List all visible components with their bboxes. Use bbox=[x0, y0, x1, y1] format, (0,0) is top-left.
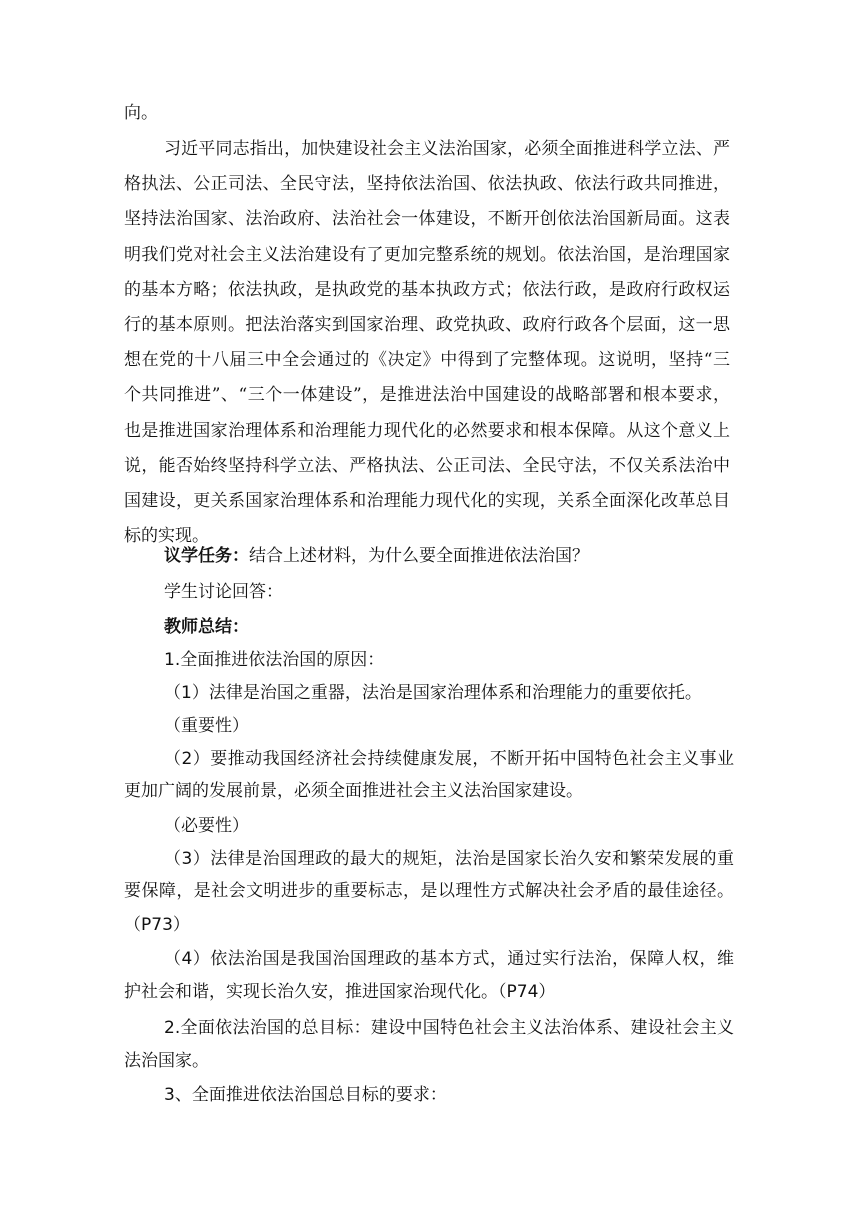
reason-2-line-2: 更加广阔的发展前景，必须全面推进社会主义法治国家建设。 bbox=[124, 781, 583, 801]
paragraph-line: 想在党的十八届三中全会通过的《决定》中得到了完整体现。这说明，坚持“三 bbox=[124, 350, 730, 371]
reason-1: （1）法律是治国之重器，法治是国家治理体系和治理能力的重要依托。 bbox=[164, 683, 702, 703]
reason-3-line-1: （3）法律是治国理政的最大的规矩，法治是国家长治久安和繁荣发展的重 bbox=[164, 849, 734, 869]
reason-2-note: （必要性） bbox=[164, 816, 249, 836]
section-heading-3: 3、全面推进依法治国总目标的要求： bbox=[164, 1085, 447, 1105]
paragraph-line: 习近平同志指出，加快建设社会主义法治国家，必须全面推进科学立法、严 bbox=[164, 139, 730, 159]
reason-4-line-2: 护社会和谐，实现长治久安，推进国家治现代化。（P74） bbox=[124, 982, 556, 1002]
section-heading-2-line-1: 2.全面依法治国的总目标：建设中国特色社会主义法治体系、建设社会主义 bbox=[164, 1018, 734, 1038]
paragraph-line: 格执法、公正司法、全民守法，坚持依法治国、依法执政、依法行政共同推进， bbox=[124, 174, 730, 195]
summary-label: 教师总结： bbox=[164, 617, 249, 637]
reason-2-line-1: （2）要推动我国经济社会持续健康发展，不断开拓中国特色社会主义事业 bbox=[164, 749, 734, 769]
reason-3-line-2: 要保障，是社会文明进步的重要标志，是以理性方式解决社会矛盾的最佳途径。 bbox=[124, 881, 734, 901]
quote-paragraph bbox=[124, 132, 730, 554]
discussion-label: 学生讨论回答： bbox=[164, 582, 283, 602]
paragraph-line: 行的基本原则。把法治落实到国家治理、政党执政、政府行政各个层面，这一思 bbox=[124, 314, 730, 335]
reason-1-note: （重要性） bbox=[164, 716, 249, 736]
reason-3-line-3: （P73） bbox=[124, 915, 190, 935]
section-heading-1: 1.全面推进依法治国的原因： bbox=[164, 650, 385, 670]
paragraph-line: 国建设，更关系国家治理体系和治理能力现代化的实现，关系全面深化改革总目 bbox=[124, 490, 730, 511]
paragraph-line: 个共同推进”、“三个一体建设”，是推进法治中国建设的战略部署和根本要求， bbox=[124, 385, 730, 406]
paragraph-line: 坚持法治国家、法治政府、法治社会一体建设，不断开创依法治国新局面。这表 bbox=[124, 209, 730, 230]
reason-4-line-1: （4）依法治国是我国治国理政的基本方式，通过实行法治，保障人权，维 bbox=[164, 949, 734, 969]
fragment-text: 向。 bbox=[124, 103, 158, 123]
task-label: 议学任务： bbox=[164, 546, 249, 566]
section-heading-2-line-2: 法治国家。 bbox=[124, 1051, 209, 1071]
paragraph-line: 也是推进国家治理体系和治理能力现代化的必然要求和根本保障。从这个意义上 bbox=[124, 420, 730, 441]
paragraph-line: 的基本方略；依法执政，是执政党的基本执政方式；依法行政，是政府行政权运 bbox=[124, 279, 730, 300]
task-text: 结合上述材料，为什么要全面推进依法治国？ bbox=[249, 546, 589, 566]
paragraph-line: 标的实现。 bbox=[124, 526, 209, 547]
paragraph-line: 说，能否始终坚持科学立法、严格执法、公正司法、全民守法，不仅关系法治中 bbox=[124, 455, 730, 476]
task-line bbox=[164, 541, 734, 571]
paragraph-line: 明我们党对社会主义法治建设有了更加完整系统的规划。依法治国，是治理国家 bbox=[124, 244, 730, 265]
